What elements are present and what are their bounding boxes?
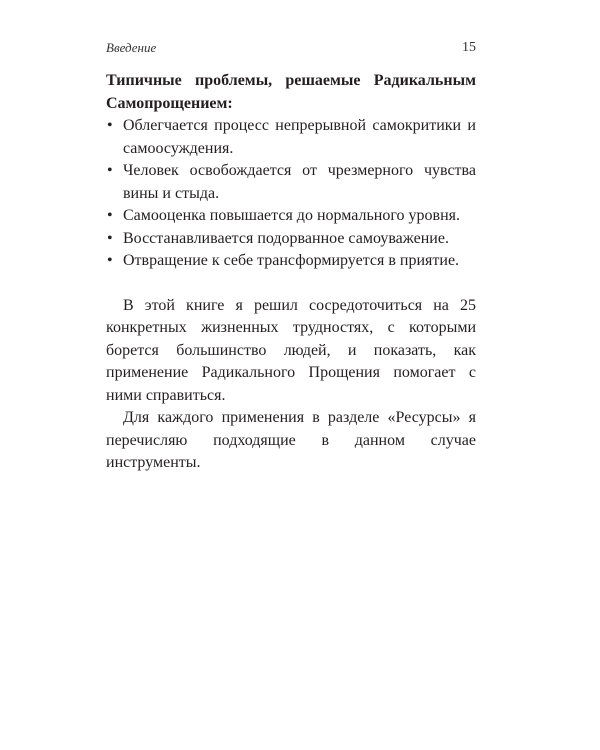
bullet-icon: • bbox=[107, 207, 113, 224]
page-number: 15 bbox=[462, 40, 476, 55]
list-item bbox=[106, 228, 476, 251]
body-paragraph: Для каждого применения в разделе «Ресурсы» я перечисляю подходящие в данном случае инструменты. bbox=[106, 409, 476, 471]
running-head: Введение bbox=[106, 40, 157, 55]
problems-list bbox=[106, 115, 476, 273]
section-heading: Типичные проблемы, решаемые Радикальным Самопрощением: bbox=[106, 72, 476, 112]
body-paragraph: В этой книге я решил сосредоточиться на 25 конкретных жизненных трудностях, с которыми борется большинство людей, и показать, как применение Радикального Прощения помогает с ними справиться. bbox=[106, 296, 476, 404]
list-item-text: Восстанавливается подорванное самоуважение. bbox=[123, 229, 449, 247]
page-content bbox=[106, 70, 476, 475]
list-item bbox=[106, 205, 476, 228]
list-item-text: Самооценка повышается до нормального уровня. bbox=[123, 207, 460, 224]
list-item bbox=[106, 250, 476, 273]
list-item bbox=[106, 160, 476, 205]
list-item-text: Отвращение к себе трансформируется в приятие. bbox=[123, 252, 460, 269]
bullet-icon: • bbox=[107, 117, 113, 134]
bullet-icon: • bbox=[107, 229, 113, 247]
list-item bbox=[106, 115, 476, 160]
bullet-icon: • bbox=[107, 162, 113, 179]
list-item-text: Облегчается процесс непрерывной самокритики и самоосуждения. bbox=[123, 117, 476, 157]
list-item-text: Человек освобождается от чрезмерного чувства вины и стыда. bbox=[123, 162, 476, 202]
bullet-icon: • bbox=[107, 252, 113, 269]
